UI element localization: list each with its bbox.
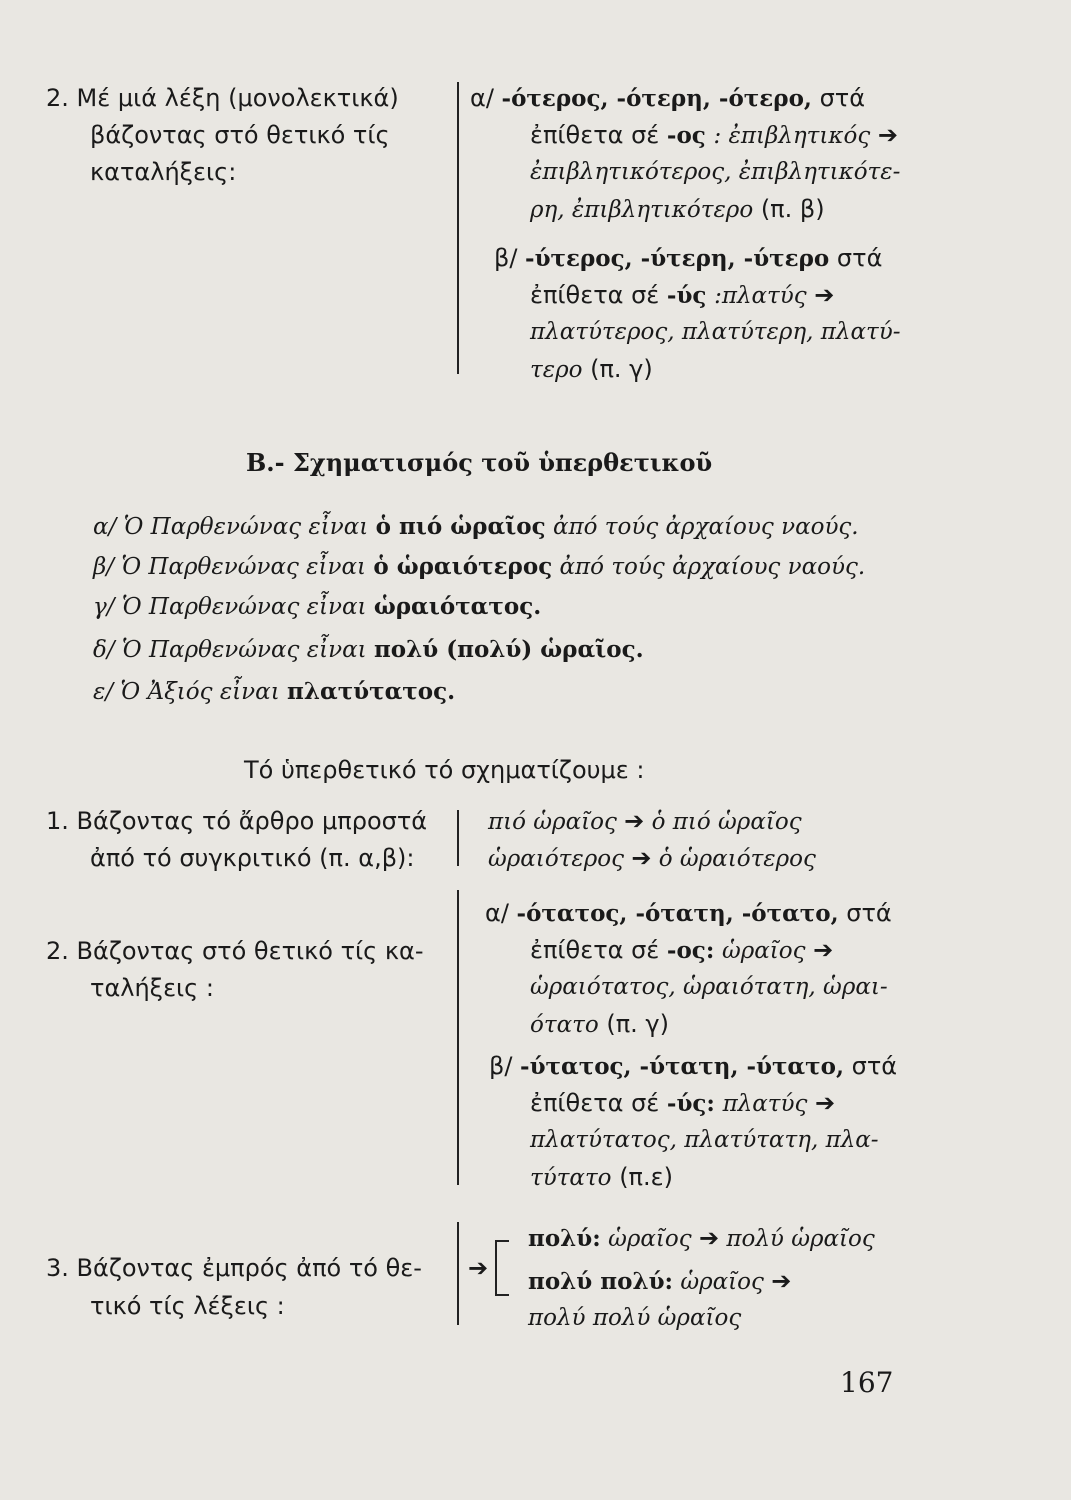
ending: -ύτατος, -ύτατη, -ύτατο, bbox=[520, 1053, 844, 1080]
keyword: πολύ: bbox=[528, 1225, 601, 1252]
reference: (π. γ) bbox=[606, 1010, 669, 1038]
text: ἐπίθετα σέ bbox=[530, 281, 660, 309]
section-title: Β.- Σχηματισμός τοῦ ὑπερθετικοῦ bbox=[246, 448, 713, 477]
s1-a-line-4 bbox=[530, 191, 825, 229]
r2-a-line-4 bbox=[530, 1006, 669, 1044]
marker: β/ bbox=[489, 1052, 513, 1080]
ending: -ύτερος, -ύτερη, -ύτερο bbox=[525, 245, 830, 272]
example-e bbox=[93, 673, 455, 711]
comparative: ὡραιότερος bbox=[488, 846, 624, 872]
r2-left-line-1: 2. Βάζοντας στό θετικό τίς κα- bbox=[46, 937, 424, 965]
arrow-icon: ➔ bbox=[698, 1224, 720, 1252]
arrow-icon: ➔ bbox=[813, 936, 834, 964]
reference: (π.ε) bbox=[619, 1163, 673, 1191]
reference: (π. β) bbox=[760, 195, 825, 223]
r1-example-1 bbox=[488, 803, 802, 841]
marker: α/ bbox=[485, 899, 509, 927]
sentence-start: Ὁ Παρθενώνας εἶναι bbox=[121, 637, 367, 663]
text: ἐπίθετα σέ bbox=[530, 936, 660, 964]
arrow-icon: ➔ bbox=[814, 281, 835, 309]
marker: α/ bbox=[470, 84, 494, 112]
r3-line-3: πολύ πολύ ὡραῖος bbox=[528, 1305, 742, 1331]
text: ἐπίθετα σέ bbox=[530, 1089, 660, 1117]
arrow-icon: ➔ bbox=[624, 807, 645, 835]
example-word: : ἐπιβλητικός bbox=[713, 123, 871, 149]
example-word: τερο bbox=[530, 357, 583, 383]
r1-example-2 bbox=[488, 840, 816, 878]
s1-b-line-4 bbox=[530, 351, 653, 389]
r2-b-line-3: πλατύτατος, πλατύτατη, πλα- bbox=[530, 1127, 879, 1153]
r1-left-line-2: ἀπό τό συγκριτικό (π. α,β): bbox=[90, 844, 415, 872]
example-word: :πλατύς bbox=[714, 283, 807, 309]
r3-left-line-2: τικό τίς λέξεις : bbox=[90, 1292, 285, 1320]
example-word: πλατύς bbox=[722, 1091, 808, 1117]
reference: (π. γ) bbox=[590, 355, 653, 383]
comparative: πιό ὡραῖος bbox=[488, 809, 617, 835]
example-d bbox=[93, 631, 644, 669]
sentence-end: ἀπό τούς ἀρχαίους ναούς. bbox=[552, 514, 859, 540]
r2-a-line-3: ὡραιότατος, ὡραιότατη, ὡραι- bbox=[530, 974, 888, 1000]
r3-line-1 bbox=[528, 1220, 875, 1258]
example-word: ὡραῖος bbox=[721, 938, 806, 964]
marker: β/ bbox=[494, 244, 518, 272]
sentence-start: Ὁ Παρθενώνας εἶναι bbox=[121, 594, 367, 620]
superlative-form: ὁ ὡραιότερος bbox=[373, 553, 553, 580]
bracket-icon bbox=[495, 1240, 509, 1296]
superlative-form: πολύ (πολύ) ὡραῖος. bbox=[373, 636, 644, 663]
sentence-start: Ὁ Παρθενώνας εἶναι bbox=[121, 554, 367, 580]
arrow-icon: ➔ bbox=[877, 121, 898, 149]
r3-left-line-1: 3. Βάζοντας ἐμπρός ἀπό τό θε- bbox=[46, 1254, 422, 1282]
arrow-icon: ➔ bbox=[631, 844, 652, 872]
marker: α/ bbox=[93, 514, 117, 540]
arrow-icon: ➔ bbox=[771, 1267, 792, 1295]
r1-left-line-1: 1. Βάζοντας τό ἄρθρο μπροστά bbox=[46, 807, 428, 835]
tail: στά bbox=[851, 1052, 898, 1080]
example-c bbox=[93, 588, 541, 626]
marker: δ/ bbox=[93, 637, 115, 663]
superlative: ὁ πιό ὡραῖος bbox=[651, 809, 802, 835]
s1-a-line-1 bbox=[470, 80, 865, 117]
tail: στά bbox=[819, 84, 866, 112]
s1-left-line-1: 2. Μέ μιά λέξη (μονολεκτικά) bbox=[46, 84, 399, 112]
tail: στά bbox=[836, 244, 883, 272]
arrow-icon: ➔ bbox=[468, 1254, 489, 1282]
s1-b-line-2 bbox=[530, 277, 834, 315]
s1-b-line-1 bbox=[494, 240, 882, 277]
suffix: -ος bbox=[666, 122, 706, 149]
result: πολύ ὡραῖος bbox=[726, 1226, 875, 1252]
r2-left-line-2: ταλήξεις : bbox=[90, 974, 214, 1002]
sentence-start: Ὁ Παρθενώνας εἶναι bbox=[123, 514, 369, 540]
superlative-form: ὡραιότατος. bbox=[373, 593, 542, 620]
marker: β/ bbox=[93, 554, 115, 580]
r2-b-line-1 bbox=[489, 1048, 897, 1085]
r2-divider bbox=[457, 890, 459, 1185]
sentence-start: Ὁ Ἀξιός εἶναι bbox=[120, 679, 280, 705]
keyword: πολύ πολύ: bbox=[528, 1268, 674, 1295]
suffix: -ύς bbox=[666, 282, 707, 309]
s1-left-line-2: βάζοντας στό θετικό τίς bbox=[90, 121, 390, 149]
r1-divider bbox=[457, 810, 459, 866]
page-number: 167 bbox=[840, 1366, 894, 1399]
suffix: -ύς: bbox=[666, 1090, 715, 1117]
example-word: ότατο bbox=[530, 1012, 599, 1038]
arrow-icon: ➔ bbox=[815, 1089, 836, 1117]
example-a bbox=[93, 508, 859, 546]
s1-a-line-3: ἐπιβλητικότερος, ἐπιβλητικότε- bbox=[530, 159, 901, 185]
superlative: ὁ ὡραιότερος bbox=[658, 846, 816, 872]
example-word: ρη, ἐπιβλητικότερο bbox=[530, 197, 754, 223]
r2-b-line-2 bbox=[530, 1085, 835, 1123]
ending: -ότερος, -ότερη, -ότερο, bbox=[501, 85, 812, 112]
r3-line-2 bbox=[528, 1263, 791, 1301]
sentence-end: ἀπό τούς ἀρχαίους ναούς. bbox=[559, 554, 866, 580]
superlative-form: πλατύτατος. bbox=[287, 678, 456, 705]
marker: ε/ bbox=[93, 679, 114, 705]
s1-left-line-3: καταλήξεις: bbox=[90, 158, 237, 186]
intro-line: Τό ὑπερθετικό τό σχηματίζουμε : bbox=[244, 756, 645, 784]
example-word: ὡραῖος bbox=[608, 1226, 692, 1252]
s1-a-line-2 bbox=[530, 117, 898, 155]
ending: -ότατος, -ότατη, -ότατο, bbox=[516, 900, 839, 927]
text: ἐπίθετα σέ bbox=[530, 121, 660, 149]
superlative-form: ὁ πιό ὡραῖος bbox=[375, 513, 546, 540]
tail: στά bbox=[846, 899, 892, 927]
s1-divider bbox=[457, 82, 459, 374]
suffix: -ος: bbox=[666, 937, 715, 964]
r3-divider bbox=[457, 1222, 459, 1325]
r2-a-line-2 bbox=[530, 932, 833, 970]
example-word: ὡραῖος bbox=[680, 1269, 764, 1295]
s1-b-line-3: πλατύτερος, πλατύτερη, πλατύ- bbox=[530, 319, 901, 345]
marker: γ/ bbox=[93, 594, 115, 620]
example-word: τύτατο bbox=[530, 1165, 612, 1191]
example-b bbox=[93, 548, 865, 586]
r2-b-line-4 bbox=[530, 1159, 673, 1197]
r2-a-line-1 bbox=[485, 895, 892, 932]
